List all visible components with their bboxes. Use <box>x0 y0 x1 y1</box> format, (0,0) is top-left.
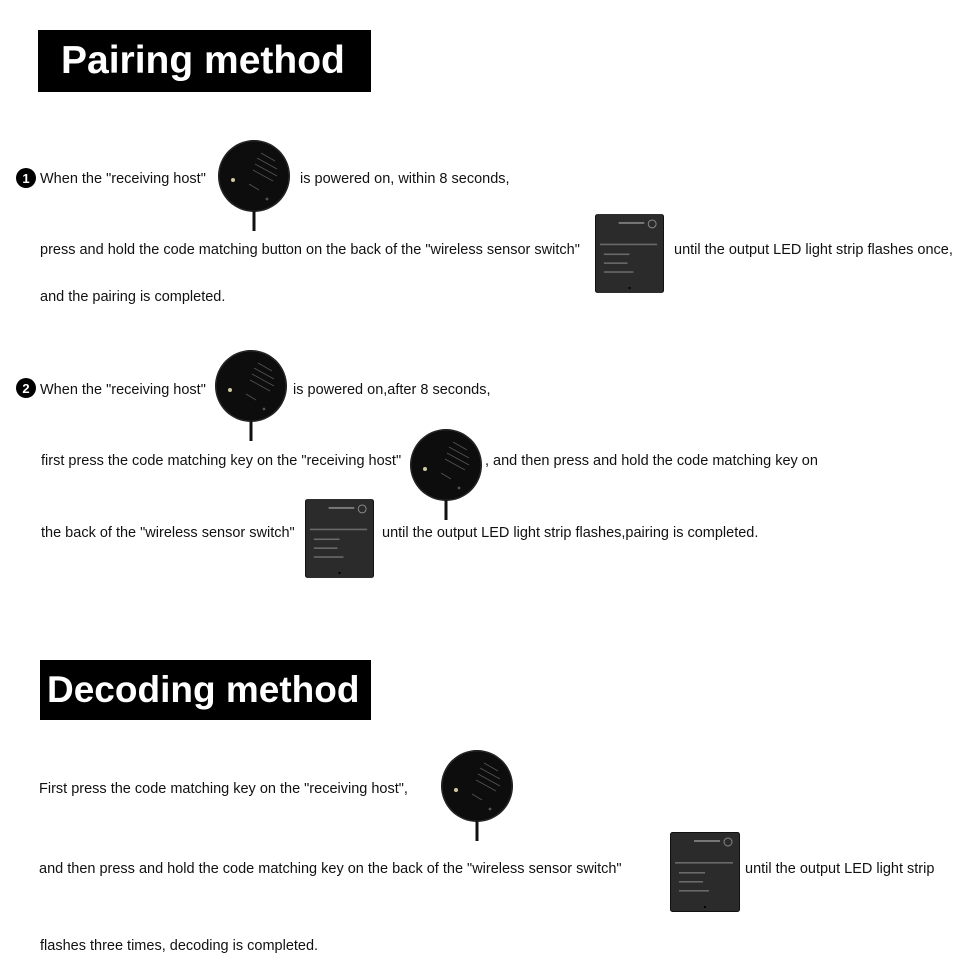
receiving-host-device-image <box>217 139 291 231</box>
step-2-number-badge: 2 <box>16 378 36 398</box>
step-2-line-1b: is powered on,after 8 seconds, <box>293 382 491 398</box>
receiving-host-device-image <box>214 349 288 441</box>
decoding-line-2a: and then press and hold the code matching key on the back of the "wireless sensor switch" <box>39 861 622 877</box>
step-2-line-2a: first press the code matching key on the "receiving host" <box>41 453 402 469</box>
pairing-method-heading <box>38 30 371 92</box>
step-2-line-3a: the back of the "wireless sensor switch" <box>41 525 295 541</box>
receiving-host-device-image <box>409 428 483 520</box>
wireless-sensor-switch-image <box>595 213 664 294</box>
step-1-line-2b: until the output LED light strip flashes once, <box>674 242 953 258</box>
pairing-method-title: Pairing method <box>61 39 345 82</box>
decoding-method-heading <box>40 660 371 720</box>
decoding-line-1: First press the code matching key on the "receiving host", <box>39 781 408 797</box>
step-1-line-1b: is powered on, within 8 seconds, <box>300 171 510 187</box>
decoding-method-title: Decoding method <box>47 669 360 710</box>
decoding-line-2b: until the output LED light strip <box>745 861 935 877</box>
wireless-sensor-switch-image <box>305 498 374 579</box>
step-2-line-1a: When the "receiving host" <box>40 382 206 398</box>
step-1-line-3: and the pairing is completed. <box>40 289 226 305</box>
step-1-number-badge: 1 <box>16 168 36 188</box>
receiving-host-device-image <box>440 749 514 841</box>
step-2-line-3b: until the output LED light strip flashes,pairing is completed. <box>382 525 759 541</box>
step-1-line-1a: When the "receiving host" <box>40 171 206 187</box>
step-1-line-2a: press and hold the code matching button on the back of the "wireless sensor switch" <box>40 242 580 258</box>
wireless-sensor-switch-image <box>670 831 740 913</box>
decoding-line-3: flashes three times, decoding is completed. <box>40 938 319 954</box>
step-2-line-2b: , and then press and hold the code matching key on <box>485 453 818 469</box>
